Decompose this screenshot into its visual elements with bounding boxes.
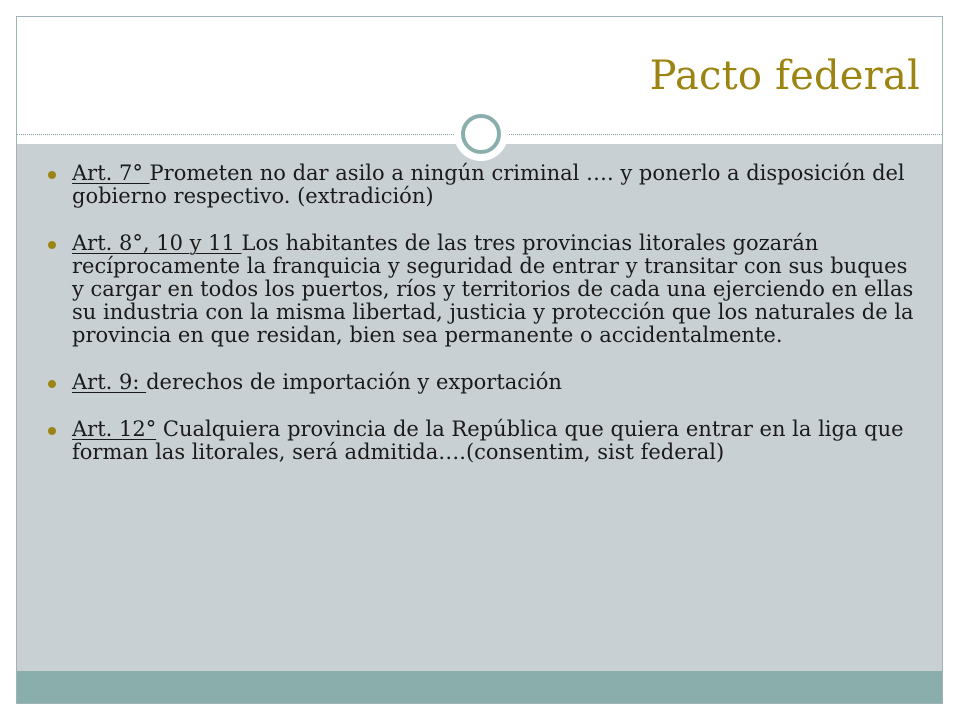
article-text: Prometen no dar asilo a ningún criminal …. y ponerlo a disposición del gobierno respectivo. (extradición) [72,161,905,208]
article-reference: Art. 8°, 10 y 11 [72,231,242,255]
list-item [17,371,942,394]
article-text: derechos de importación y exportación [146,370,562,394]
article-reference: Art. 12° [72,417,157,441]
list-item [17,232,942,347]
slide-title: Pacto federal [649,53,920,99]
article-reference: Art. 7° [72,161,150,185]
list-item [17,418,942,464]
slide-frame [16,16,943,704]
list-item [17,162,942,208]
circle-ring-icon [461,114,501,154]
bullet-icon [48,380,56,388]
article-reference: Art. 9: [72,370,147,394]
bullet-icon [48,171,56,179]
bullet-icon [48,241,56,249]
bullet-icon [48,427,56,435]
article-text: Los habitantes de las tres provincias litorales gozarán recíprocamente la franquicia y seguridad de entrar y transitar con sus buques y cargar en todos los puertos, ríos y territorios de cada una ejerciendo en ellas su industria con la misma libertad, justicia y protección que los naturales de la provincia en que residan, bien sea permanente o accidentalmente. [72,231,914,347]
bottom-band [17,671,942,703]
article-text: Cualquiera provincia de la República que quiera entrar en la liga que forman las litorales, será admitida….(consentim, sist federal) [72,417,904,464]
bullet-list [17,162,942,488]
